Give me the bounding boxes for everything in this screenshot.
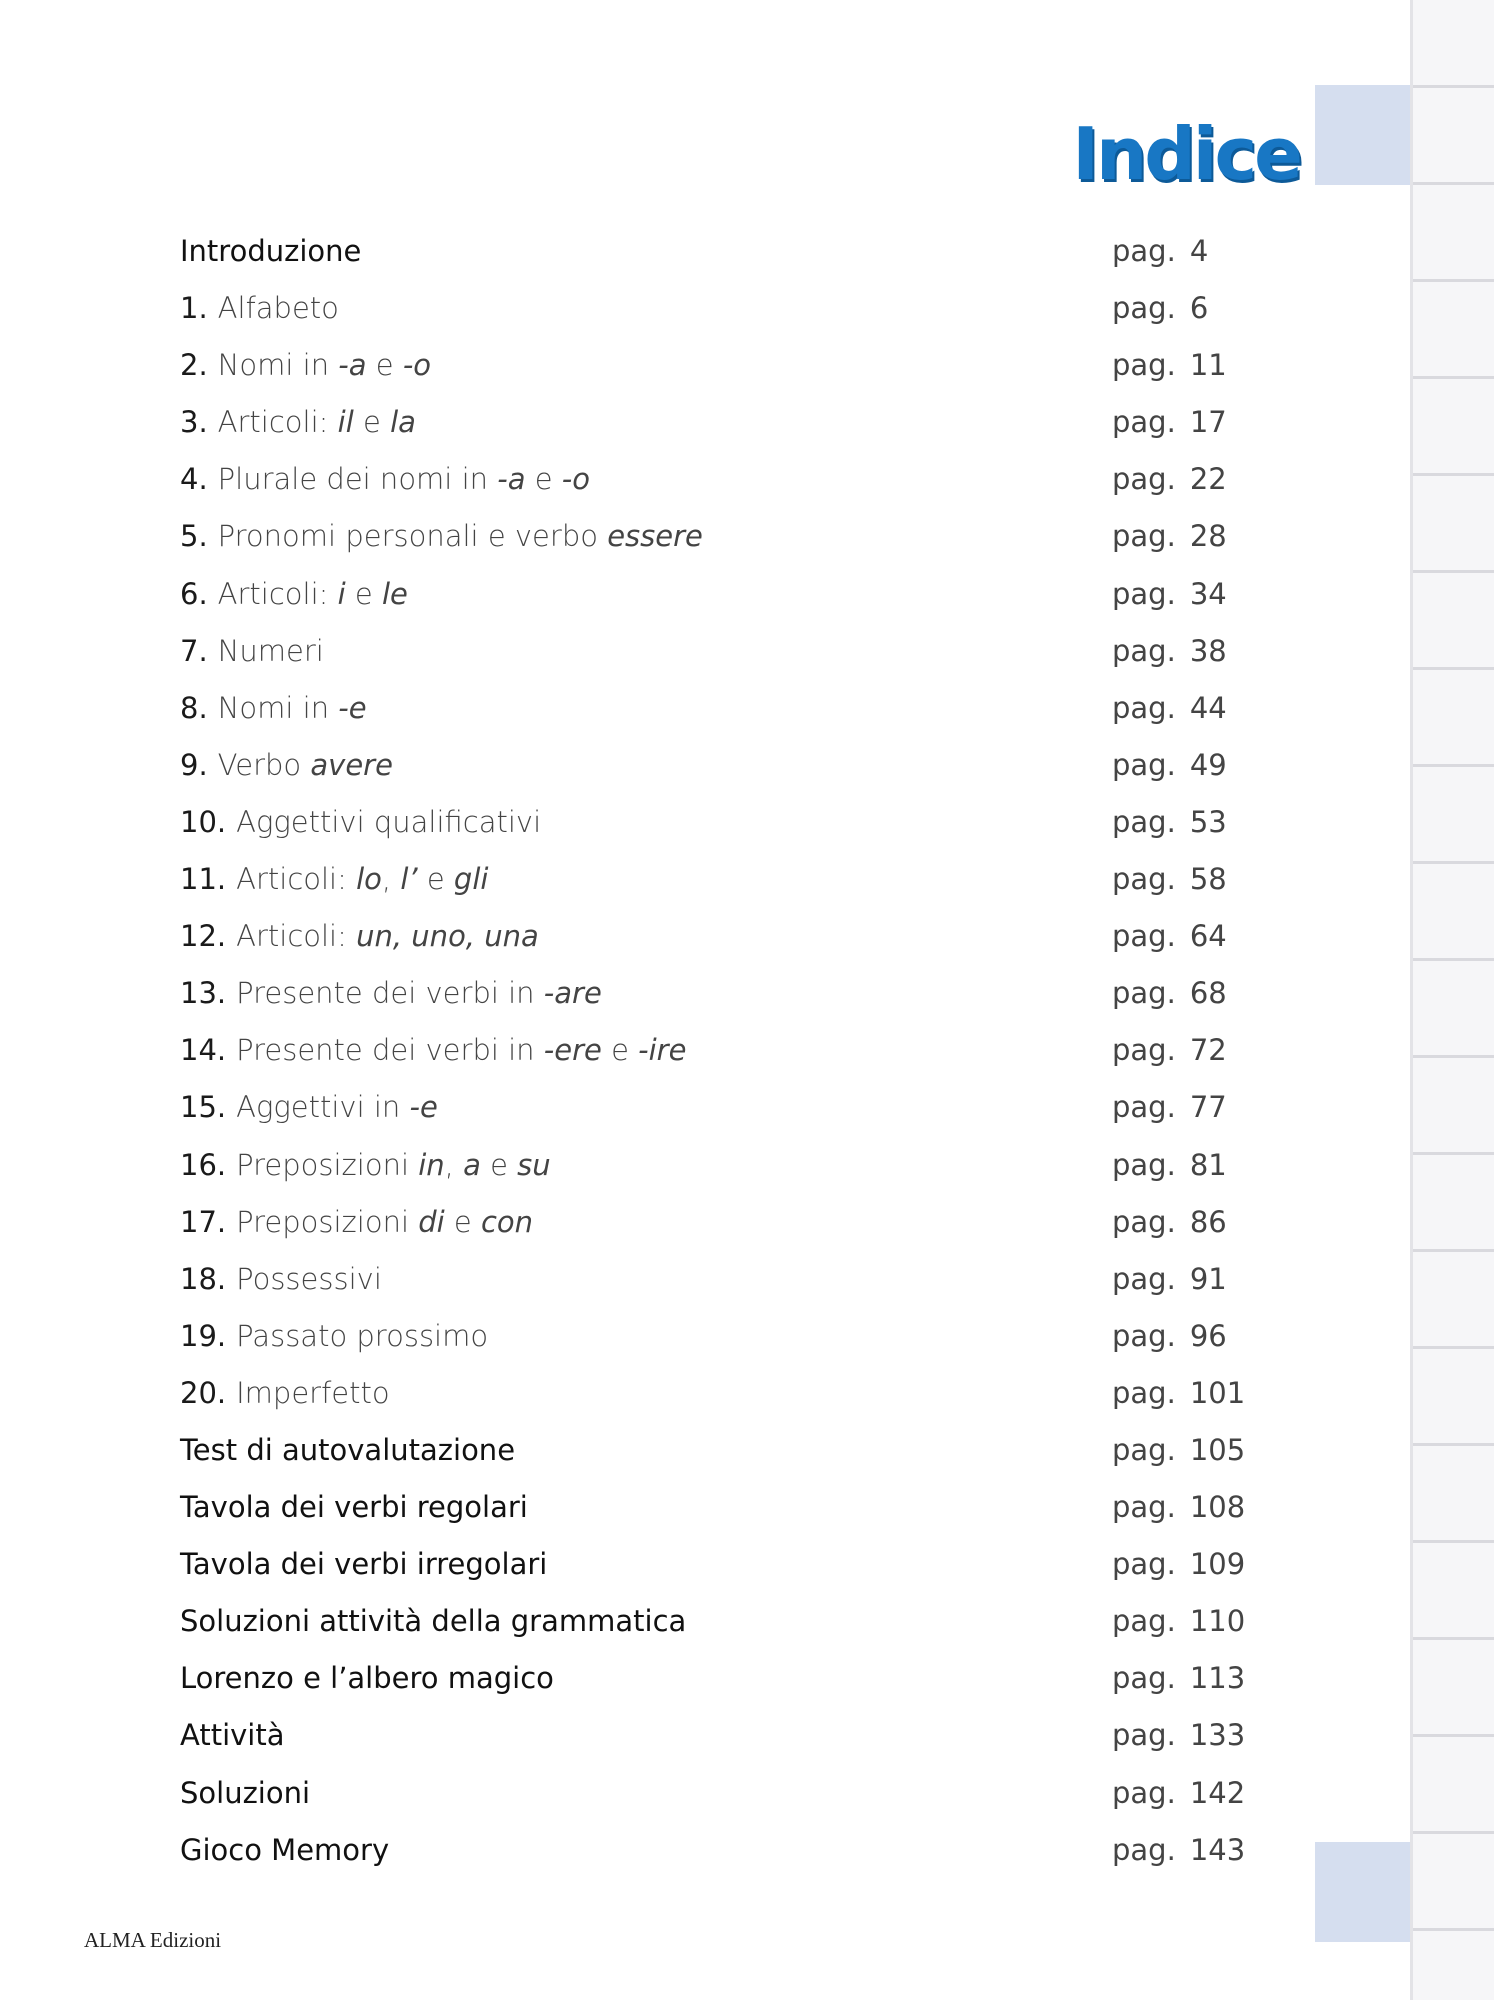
title-fragment: Articoli:	[217, 576, 338, 611]
page-label: pag.	[1112, 976, 1176, 1011]
title-fragment: gli	[453, 862, 489, 897]
page-number: 11	[1189, 348, 1227, 383]
page-label: pag.	[1112, 462, 1176, 497]
title-fragment: -a	[338, 348, 367, 383]
toc-entry-title	[180, 1776, 310, 1810]
page-number: 105	[1189, 1432, 1246, 1467]
page-number: 91	[1189, 1261, 1227, 1296]
page-label: pag.	[1112, 804, 1176, 839]
chapter-number: 8.	[180, 690, 208, 725]
page-label: pag.	[1112, 1661, 1176, 1696]
toc-entry-title	[236, 805, 541, 839]
chapter-number: 13.	[180, 976, 227, 1011]
page-number: 101	[1189, 1375, 1246, 1410]
chapter-number: 12.	[180, 919, 227, 954]
toc-entry-title	[236, 976, 602, 1010]
toc-entry-label	[180, 1365, 390, 1422]
toc-entry[interactable]	[180, 1707, 1246, 1764]
title-fragment: e	[353, 405, 391, 440]
title-fragment: -are	[543, 976, 602, 1011]
toc-entry-label	[180, 394, 416, 451]
title-fragment: -e	[409, 1090, 438, 1125]
title-fragment: Tavola dei verbi irregolari	[180, 1547, 548, 1582]
toc-entry[interactable]	[180, 451, 1240, 508]
toc-entry[interactable]	[180, 1536, 1246, 1593]
title-fragment: Aggettivi in	[236, 1090, 410, 1125]
chapter-tab-bottom	[1315, 1842, 1410, 1942]
toc-entry-title	[236, 1148, 551, 1182]
page-label: pag.	[1112, 348, 1176, 383]
toc-entry-label	[180, 737, 393, 794]
title-fragment: a	[463, 1147, 481, 1182]
chapter-number: 20.	[180, 1375, 227, 1410]
toc-entry[interactable]	[180, 394, 1240, 451]
page-label: pag.	[1112, 1718, 1176, 1753]
toc-entry[interactable]	[180, 623, 1240, 680]
page-label: pag.	[1112, 1261, 1176, 1296]
page-reference	[1112, 508, 1227, 565]
page-reference	[1112, 223, 1208, 280]
toc-entry[interactable]	[180, 280, 1240, 337]
page-reference	[1112, 337, 1227, 394]
toc-entry-label	[180, 1022, 686, 1079]
toc-entry-label	[180, 623, 324, 680]
chapter-number: 5.	[180, 519, 208, 554]
page-reference	[1112, 851, 1227, 908]
toc-entry-title	[218, 348, 431, 382]
toc-entry-title	[180, 1661, 554, 1695]
page-reference	[1112, 1650, 1245, 1707]
toc-entry[interactable]	[180, 965, 1240, 1022]
page-reference	[1112, 737, 1227, 794]
page-label: pag.	[1112, 747, 1176, 782]
page-label: pag.	[1112, 1432, 1176, 1467]
toc-entry[interactable]	[180, 737, 1240, 794]
chapter-number: 11.	[180, 862, 227, 897]
page-reference	[1112, 1822, 1245, 1879]
toc-entry[interactable]	[180, 1422, 1246, 1479]
toc-entry[interactable]	[180, 1479, 1246, 1536]
publisher-footer: ALMA Edizioni	[84, 1928, 222, 1952]
chapter-tab-top	[1315, 85, 1410, 185]
toc-entry-title	[218, 291, 339, 325]
page-label: pag.	[1112, 1375, 1176, 1410]
toc-entry[interactable]	[180, 566, 1240, 623]
title-fragment: Gioco Memory	[180, 1832, 390, 1867]
page-label: pag.	[1112, 1547, 1176, 1582]
title-fragment: Passato prossimo	[236, 1318, 489, 1353]
page-label: pag.	[1112, 576, 1176, 611]
toc-entry-title	[218, 691, 367, 725]
toc-entry-label	[180, 1079, 438, 1136]
toc-entry-title	[180, 1718, 285, 1752]
page-number: 6	[1189, 291, 1209, 326]
toc-entry[interactable]	[180, 680, 1240, 737]
title-fragment: Pronomi personali e verbo	[217, 519, 608, 554]
title-fragment: Preposizioni	[236, 1204, 419, 1239]
page-reference	[1112, 1479, 1245, 1536]
toc-entry-title	[236, 919, 539, 953]
page-reference	[1112, 1251, 1227, 1308]
toc-entry-label	[180, 1251, 382, 1308]
toc-entry-label	[180, 1422, 515, 1479]
toc-entry-label	[180, 1308, 488, 1365]
title-fragment: Attività	[180, 1718, 285, 1753]
title-fragment: -a	[497, 462, 526, 497]
page-reference	[1112, 1422, 1245, 1479]
toc-entry[interactable]	[180, 1365, 1246, 1422]
chapter-number: 18.	[180, 1261, 227, 1296]
title-fragment: -o	[561, 462, 590, 497]
title-fragment: con	[480, 1204, 534, 1239]
page-reference	[1112, 1365, 1245, 1422]
page-reference	[1112, 566, 1227, 623]
page-label: pag.	[1112, 1775, 1176, 1810]
page-label: pag.	[1112, 1147, 1176, 1182]
title-fragment: Articoli:	[236, 862, 357, 897]
page-number: 81	[1189, 1147, 1227, 1182]
toc-entry-title	[180, 1833, 389, 1867]
page-label: pag.	[1112, 1604, 1176, 1639]
toc-entry[interactable]	[180, 1251, 1240, 1308]
toc-entry[interactable]	[180, 1308, 1240, 1365]
page-label: pag.	[1112, 690, 1176, 725]
title-fragment: avere	[310, 747, 393, 782]
page-number: 86	[1189, 1204, 1227, 1239]
page-label: pag.	[1112, 1090, 1176, 1125]
chapter-number: 16.	[180, 1147, 227, 1182]
page-number: 64	[1189, 919, 1227, 954]
page-label: pag.	[1112, 919, 1176, 954]
title-fragment: e	[417, 862, 454, 897]
toc-entry-title	[236, 1090, 438, 1124]
title-fragment: i	[337, 576, 346, 611]
page-number: 68	[1189, 976, 1227, 1011]
title-fragment: Nomi in	[217, 348, 339, 383]
page-number: 17	[1189, 405, 1227, 440]
chapter-number: 17.	[180, 1204, 227, 1239]
page-label: pag.	[1112, 1318, 1176, 1353]
page-reference	[1112, 1079, 1227, 1136]
toc-entry-title	[236, 1262, 382, 1296]
toc-entry-title	[180, 234, 361, 268]
page-number: 38	[1189, 633, 1227, 668]
page-reference	[1112, 965, 1227, 1022]
toc-entry[interactable]	[180, 1822, 1246, 1879]
page-reference	[1112, 451, 1227, 508]
chapter-number: 1.	[180, 291, 208, 326]
title-fragment: su	[517, 1147, 551, 1182]
toc-entry-title	[236, 1033, 686, 1067]
toc-entry-title	[180, 1433, 515, 1467]
title-fragment: un, uno, una	[356, 919, 539, 954]
page-reference	[1112, 1593, 1245, 1650]
title-fragment: -o	[402, 348, 432, 383]
title-fragment: Soluzioni attività della grammatica	[180, 1604, 687, 1639]
toc-entry-label	[180, 1194, 533, 1251]
toc-entry[interactable]	[180, 508, 1240, 565]
title-fragment: essere	[607, 519, 703, 554]
toc-entry-title	[180, 1490, 528, 1524]
title-fragment: le	[382, 576, 408, 611]
page-label: pag.	[1112, 519, 1176, 554]
page-label: pag.	[1112, 234, 1176, 268]
page-label: pag.	[1112, 1033, 1176, 1068]
title-fragment: lo	[356, 862, 382, 897]
toc-entry[interactable]	[180, 908, 1240, 965]
page-label: pag.	[1112, 862, 1176, 897]
toc-entry-label	[180, 1536, 547, 1593]
chapter-number: 3.	[180, 405, 208, 440]
toc-entry-label	[180, 451, 590, 508]
toc-entry-label	[180, 223, 361, 280]
page-number: 143	[1189, 1832, 1246, 1867]
page-number: 49	[1189, 747, 1227, 782]
chapter-number: 7.	[180, 633, 208, 668]
title-fragment: l’	[400, 862, 418, 897]
toc-entry-label	[180, 1765, 310, 1822]
page-label: pag.	[1112, 405, 1176, 440]
page-number: 22	[1189, 462, 1227, 497]
page-reference	[1112, 1194, 1227, 1251]
title-fragment: e	[525, 462, 562, 497]
title-fragment: di	[418, 1204, 445, 1239]
toc-entry[interactable]	[180, 1194, 1240, 1251]
title-fragment: Alfabeto	[217, 291, 339, 326]
toc-entry-label	[180, 1707, 285, 1764]
page-number: 58	[1189, 862, 1227, 897]
title-fragment: e	[480, 1147, 518, 1182]
title-fragment: -e	[338, 690, 367, 725]
title-fragment: in	[418, 1147, 445, 1182]
page-reference	[1112, 623, 1227, 680]
title-fragment: Lorenzo e l’albero magico	[180, 1661, 554, 1696]
page-number: 108	[1189, 1490, 1246, 1525]
page-reference	[1112, 1765, 1245, 1822]
toc-entry-title	[218, 748, 393, 782]
title-fragment: Imperfetto	[236, 1375, 390, 1410]
page-reference	[1112, 794, 1227, 851]
toc-entry-label	[180, 566, 408, 623]
chapter-number: 14.	[180, 1033, 227, 1068]
page-reference	[1112, 1707, 1245, 1764]
title-fragment: -ere	[543, 1033, 602, 1068]
toc-entry[interactable]	[180, 1650, 1246, 1707]
chapter-number: 2.	[180, 348, 208, 383]
toc-entry[interactable]	[180, 1593, 1246, 1650]
title-fragment: -ire	[638, 1033, 687, 1068]
page-reference	[1112, 908, 1227, 965]
toc-entry-label	[180, 337, 431, 394]
page-number: 133	[1189, 1718, 1246, 1753]
page-reference	[1112, 1022, 1227, 1079]
toc-entry-label	[180, 908, 539, 965]
toc-entry-label	[180, 1822, 389, 1879]
page-reference	[1112, 394, 1227, 451]
notebook-tab-strip	[1410, 0, 1494, 2000]
title-fragment: Possessivi	[236, 1261, 382, 1296]
toc-entry[interactable]	[180, 337, 1240, 394]
toc-entry[interactable]	[180, 1079, 1240, 1136]
title-fragment: la	[390, 405, 416, 440]
toc-entry[interactable]	[180, 794, 1240, 851]
page-label: pag.	[1112, 1832, 1176, 1867]
toc-entry[interactable]	[180, 1765, 1246, 1822]
page-title: Indice	[1072, 112, 1300, 196]
chapter-number: 9.	[180, 747, 208, 782]
title-fragment: Numeri	[217, 633, 324, 668]
page-number: 34	[1189, 576, 1227, 611]
title-fragment: il	[337, 405, 354, 440]
title-fragment: Tavola dei verbi regolari	[180, 1490, 528, 1525]
title-fragment: Aggettivi qualificativi	[236, 804, 542, 839]
toc-entry-title	[180, 1604, 686, 1638]
title-fragment: Presente dei verbi in	[236, 1033, 544, 1068]
chapter-number: 19.	[180, 1318, 227, 1353]
chapter-number: 15.	[180, 1090, 227, 1125]
title-fragment: Nomi in	[217, 690, 339, 725]
chapter-number: 10.	[180, 804, 227, 839]
page-number: 77	[1189, 1090, 1227, 1125]
toc-entry-label	[180, 1593, 686, 1650]
page-reference	[1112, 680, 1227, 737]
title-fragment: Test di autovalutazione	[180, 1432, 516, 1467]
toc-entry[interactable]	[180, 223, 1240, 280]
toc-entry[interactable]	[180, 1137, 1240, 1194]
toc-entry-label	[180, 680, 367, 737]
title-fragment: Articoli:	[217, 405, 338, 440]
page-number: 72	[1189, 1033, 1227, 1068]
title-fragment: Plurale dei nomi in	[217, 462, 498, 497]
toc-entry-label	[180, 1479, 528, 1536]
toc-entry-title	[218, 519, 703, 553]
title-fragment: e	[345, 576, 382, 611]
page-number: 110	[1189, 1604, 1246, 1639]
page-number: 53	[1189, 804, 1227, 839]
page-number: 96	[1189, 1318, 1227, 1353]
page-label: pag.	[1112, 1204, 1176, 1239]
page-number: 4	[1189, 234, 1209, 268]
title-fragment: ,	[444, 1147, 464, 1182]
table-of-contents	[180, 223, 1246, 1879]
toc-entry-title	[180, 1547, 547, 1581]
toc-entry-label	[180, 851, 488, 908]
toc-entry-title	[218, 577, 408, 611]
title-fragment: e	[601, 1033, 639, 1068]
page-reference	[1112, 1137, 1227, 1194]
page-number: 113	[1189, 1661, 1246, 1696]
toc-entry[interactable]	[180, 851, 1240, 908]
page-number: 44	[1189, 690, 1227, 725]
title-fragment: ,	[381, 862, 401, 897]
toc-entry-title	[218, 462, 590, 496]
chapter-number: 4.	[180, 462, 208, 497]
title-fragment: e	[444, 1204, 481, 1239]
title-fragment: Introduzione	[180, 234, 362, 268]
page-reference	[1112, 1308, 1227, 1365]
toc-entry-title	[236, 1205, 533, 1239]
page-number: 28	[1189, 519, 1227, 554]
toc-entry-title	[218, 634, 324, 668]
toc-entry[interactable]	[180, 1022, 1240, 1079]
toc-entry-title	[236, 1376, 390, 1410]
toc-entry-title	[236, 862, 488, 896]
title-fragment: Presente dei verbi in	[236, 976, 544, 1011]
page-number: 109	[1189, 1547, 1246, 1582]
page-label: pag.	[1112, 291, 1176, 326]
toc-entry-title	[236, 1319, 488, 1353]
page-reference	[1112, 280, 1208, 337]
toc-entry-label	[180, 280, 339, 337]
title-fragment: Preposizioni	[236, 1147, 419, 1182]
page-label: pag.	[1112, 633, 1176, 668]
toc-entry-label	[180, 1137, 551, 1194]
title-fragment: Articoli:	[236, 919, 357, 954]
title-fragment: Soluzioni	[180, 1775, 311, 1810]
toc-entry-title	[218, 405, 416, 439]
toc-entry-label	[180, 1650, 554, 1707]
page-number: 142	[1189, 1775, 1246, 1810]
title-fragment: Verbo	[217, 747, 311, 782]
toc-entry-label	[180, 794, 541, 851]
chapter-number: 6.	[180, 576, 208, 611]
page-label: pag.	[1112, 1490, 1176, 1525]
title-fragment: e	[366, 348, 403, 383]
toc-entry-label	[180, 508, 703, 565]
toc-entry-label	[180, 965, 602, 1022]
page-reference	[1112, 1536, 1245, 1593]
